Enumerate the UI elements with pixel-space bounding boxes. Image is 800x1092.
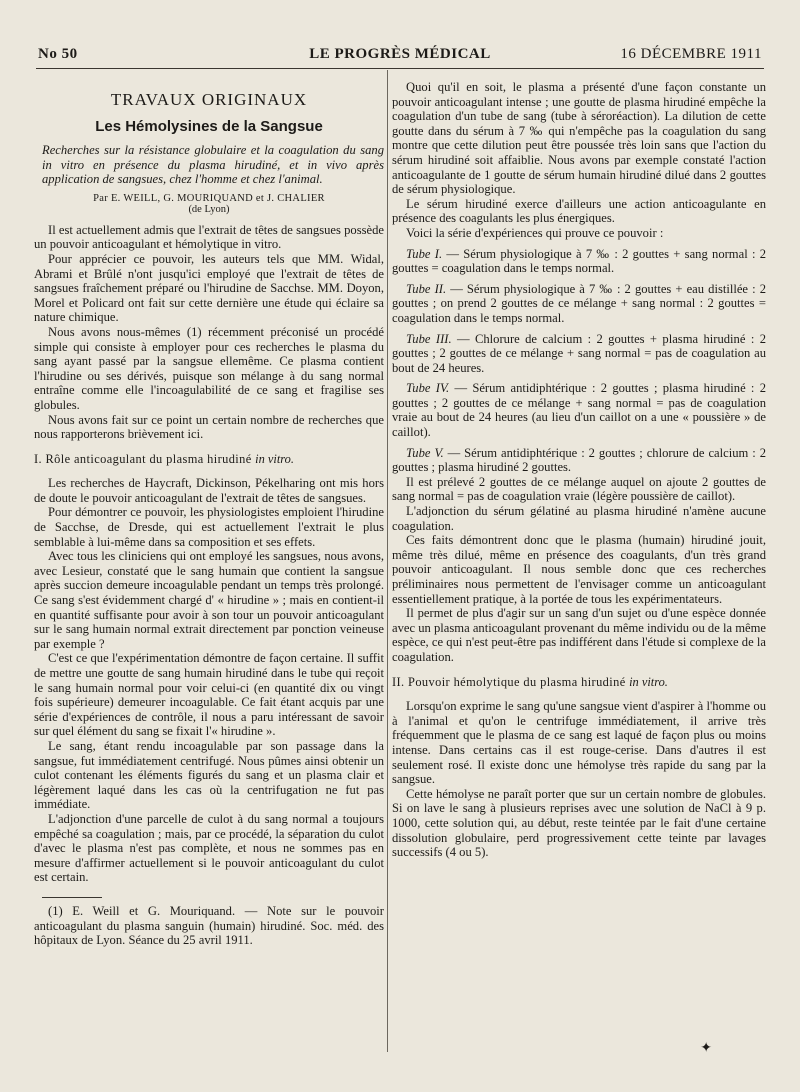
author-city: (de Lyon) — [188, 203, 230, 215]
paragraph: Lorsqu'on exprime le sang qu'une sangsue vient d'aspirer à l'homme ou à l'animal et qu'on le centrifuge immédiatement, il arrive très fréquemment que le plasma de ce sang est laqué de façon plus ou moins intense. Dans certains cas il est rouge-cerise. Dans d'autres il est seulement rosé. Il existe donc une hémolyse très rapide du sang par la sangsue. — [392, 699, 766, 787]
end-ornament-icon: ✦ — [700, 1041, 712, 1056]
article-subtitle: Recherches sur la résistance globulaire et la coagulation du sang in vitro en présence du plasma hirudiné, et in vivo après application de sangsues, chez l'homme et chez l'animal. — [42, 143, 384, 187]
section-heading-2 — [392, 675, 766, 690]
footnote: (1) E. Weill et G. Mouriquand. — Note sur le pouvoir anticoagulant du plasma sanguin (humain) hirudiné. Soc. méd. des hôpitaux de Lyon. Séance du 25 avril 1911. — [34, 903, 384, 948]
header-rule — [36, 68, 764, 69]
section-heading-1-text: I. Rôle anticoagulant du plasma hirudiné — [34, 451, 252, 466]
experiment-item — [392, 332, 766, 376]
page-number: No 50 — [38, 46, 78, 62]
paragraph: Ces faits démontrent donc que le plasma (humain) hirudiné jouit, même très dilué, même en présence des coagulants, d'un très grand pouvoir anticoagulant. Il nous semble donc que ces recherches préliminaires nous permettent de l'envisager comme un anticoagulant essentiellement pratique, à la portée de tous les expérimentateurs. — [392, 533, 766, 606]
experiment-text: — Sérum antidiphtérique : 2 gouttes ; plasma hirudiné : 2 gouttes ; 2 gouttes de ce mélange + sang normal = pas de coagulation vraie au bout de 24 heures (au lieu d'un caillot on a une « poussière » de caillot). — [392, 381, 766, 440]
paragraph: Voici la série d'expériences qui prouve ce pouvoir : — [406, 225, 664, 240]
paragraph: Pour apprécier ce pouvoir, les auteurs tels que MM. Widal, Abrami et Brûlé n'ont jusqu'ici employé que l'extrait de têtes de sangsues fraîchement préparé ou l'hirudine de Sacchse. MM. Doyon, Morel et Policard ont fait sur cette dernière une étude qui éclaire sa nature chimique. — [34, 251, 384, 325]
article-authors: Par E. WEILL, G. MOURIQUAND et J. CHALIER — [93, 192, 325, 204]
journal-title: LE PROGRÈS MÉDICAL — [309, 46, 491, 62]
experiment-label: Tube II. — [406, 281, 447, 296]
paragraph: Pour démontrer ce pouvoir, les physiologistes emploient l'hirudine de Sacchse, de Dresde, qui est actuellement l'extrait le plus semblable à lui-même dans sa composition et ses effets. — [34, 505, 384, 549]
issue-date: 16 DÉCEMBRE 1911 — [620, 46, 762, 62]
section-title: TRAVAUX ORIGINAUX — [110, 90, 308, 109]
experiment-label: Tube V. — [406, 445, 444, 460]
article-title: Les Hémolysines de la Sangsue — [95, 118, 323, 135]
right-column — [392, 74, 766, 1092]
experiment-label: Tube III. — [406, 331, 452, 346]
section-heading-2-text: II. Pouvoir hémolytique du plasma hirudiné — [392, 674, 626, 689]
paragraph: Nous avons nous-mêmes (1) récemment préconisé un procédé simple qui consiste à employer pour ces recherches le plasma du sang ayant passé par la sangsue ellemême. Ce plasma contient l'hirudine ou ses dérivés, puisque son mélange à du sang normal entraîne comme elle l'incoagulabilité de ce sang et fragilise ses globules. — [34, 324, 384, 412]
experiment-item — [392, 247, 766, 276]
paragraph: C'est ce que l'expérimentation démontre de façon certaine. Il suffit de mettre une goutte de sang humain hirudiné dans le tube qui reçoit le sang humain normal pour voir celui-ci (en quantité dix ou vingt fois supérieure) demeurer incoagulable. Ce fait étant acquis par une série d'expériences de contrôle, il nous a paru intéressant de savoir sur quel élément du sang se fixait l'« hirudine ». — [34, 651, 384, 739]
page-header — [38, 46, 762, 68]
section-heading-2-italic: in vitro. — [629, 674, 668, 689]
experiment-text: — Sérum physiologique à 7 ‰ : 2 gouttes + eau distillée : 2 gouttes ; on prend 2 gouttes de ce mélange + sang normal : 2 gouttes = coagulation dans le temps normal. — [392, 281, 766, 325]
experiment-label: Tube I. — [406, 246, 443, 261]
paragraph: Les recherches de Haycraft, Dickinson, Pékelharing ont mis hors de doute le pouvoir anticoagulant de l'extrait de têtes de sangsues. — [34, 476, 384, 505]
paragraph: Le sérum hirudiné exerce d'ailleurs une action anticoagulante en présence des coagulants les plus énergiques. — [392, 196, 766, 226]
paragraph: Il est prélevé 2 gouttes de ce mélange auquel on ajoute 2 gouttes de sang normal = pas de coagulation vraie (légère poussière de caillot). — [392, 474, 766, 504]
experiment-text: — Sérum physiologique à 7 ‰ : 2 gouttes + sang normal : 2 gouttes = coagulation dans le temps normal. — [392, 246, 766, 276]
footnote-rule — [42, 897, 102, 898]
paragraph: Avec tous les cliniciens qui ont employé les sangsues, nous avons, avec Lesieur, constaté que le sang humain que contient la sangsue après succion demeure incoagulable pendant un temps très prolongé. Ce sang s'est évidemment chargé d' « hirudine » ; mais en contient-il en quantité suffisante pour avoir à son tour un pouvoir anticoagulant sur le sang humain normal extrait directement par ponction veineuse par exemple ? — [34, 549, 384, 651]
section-heading-1 — [34, 452, 384, 467]
section-heading-1-italic: in vitro. — [255, 451, 294, 466]
paragraph: L'adjonction du sérum gélatiné au plasma hirudiné n'amène aucune coagulation. — [392, 504, 766, 533]
paragraph: Nous avons fait sur ce point un certain nombre de recherches que nous rapporterons brièvement ici. — [34, 412, 384, 442]
paragraph: Cette hémolyse ne paraît porter que sur un certain nombre de globules. Si on lave le sang à plusieurs reprises avec une solution de NaCl à 9 p. 1000, cette solution qui, au début, reste teintée par le fait d'une certaine dissolution globulaire, perd progressivement cette teinte par lavages successifs (4 ou 5). — [392, 786, 766, 860]
experiment-text: — Sérum antidiphtérique : 2 gouttes ; chlorure de calcium : 2 gouttes ; plasma hirudiné 2 gouttes. — [392, 445, 766, 475]
experiment-item — [392, 381, 766, 439]
experiment-item — [392, 446, 766, 475]
experiment-text: — Chlorure de calcium : 2 gouttes + plasma hirudiné : 2 gouttes ; 2 gouttes de ce mélange + sang normal = pas de coagulation au bout de 24 heures. — [392, 331, 766, 375]
paragraph: Il est actuellement admis que l'extrait de têtes de sangsues possède un pouvoir anticoagulant et hémolytique in vitro. — [34, 222, 384, 252]
paragraph: Quoi qu'il en soit, le plasma a présenté d'une façon constante un pouvoir anticoagulant intense ; une goutte de plasma hirudiné empêche la coagulation d'un tube de sang (tube à séroréaction). La dilution de cette goutte dans du sérum à 7 ‰ qui n'empêche pas la coagulation du sang montre que cette dilution peut être poussée très loin sans que l'action du sérum hirudiné soit affaiblie. Nous avons par exemple constaté l'action anticoagulante de 1 goutte de sérum humain hirudiné dilué dans 2 gouttes de sérum physiologique. — [392, 80, 766, 197]
left-column — [34, 74, 384, 1092]
experiment-label: Tube IV. — [406, 381, 450, 396]
paragraph: Il permet de plus d'agir sur un sang d'un sujet ou d'une espèce donnée avec un plasma anticoagulant provenant du même individu ou de la même espèce, ce qui n'est peut-être pas indifférent dans l'étude si complexe de la coagulation. — [392, 606, 766, 664]
paragraph: L'adjonction d'une parcelle de culot à du sang normal a toujours empêché sa coagulation ; mais, par ce procédé, la séparation du culot d'avec le plasma n'est pas complète, et nous ne sommes pas en mesure d'affirmer actuellement si le pouvoir anticoagulant du culot est certain. — [34, 811, 384, 885]
column-divider — [387, 70, 388, 1052]
experiment-item — [392, 282, 766, 326]
paragraph: Le sang, étant rendu incoagulable par son passage dans la sangsue, fut immédiatement centrifugé. Nous pûmes ainsi obtenir un culot contenant les éléments figurés du sang et un plasma clair et légèrement laqué dans les cas où la centrifugation ne fut pas immédiate. — [34, 738, 384, 812]
